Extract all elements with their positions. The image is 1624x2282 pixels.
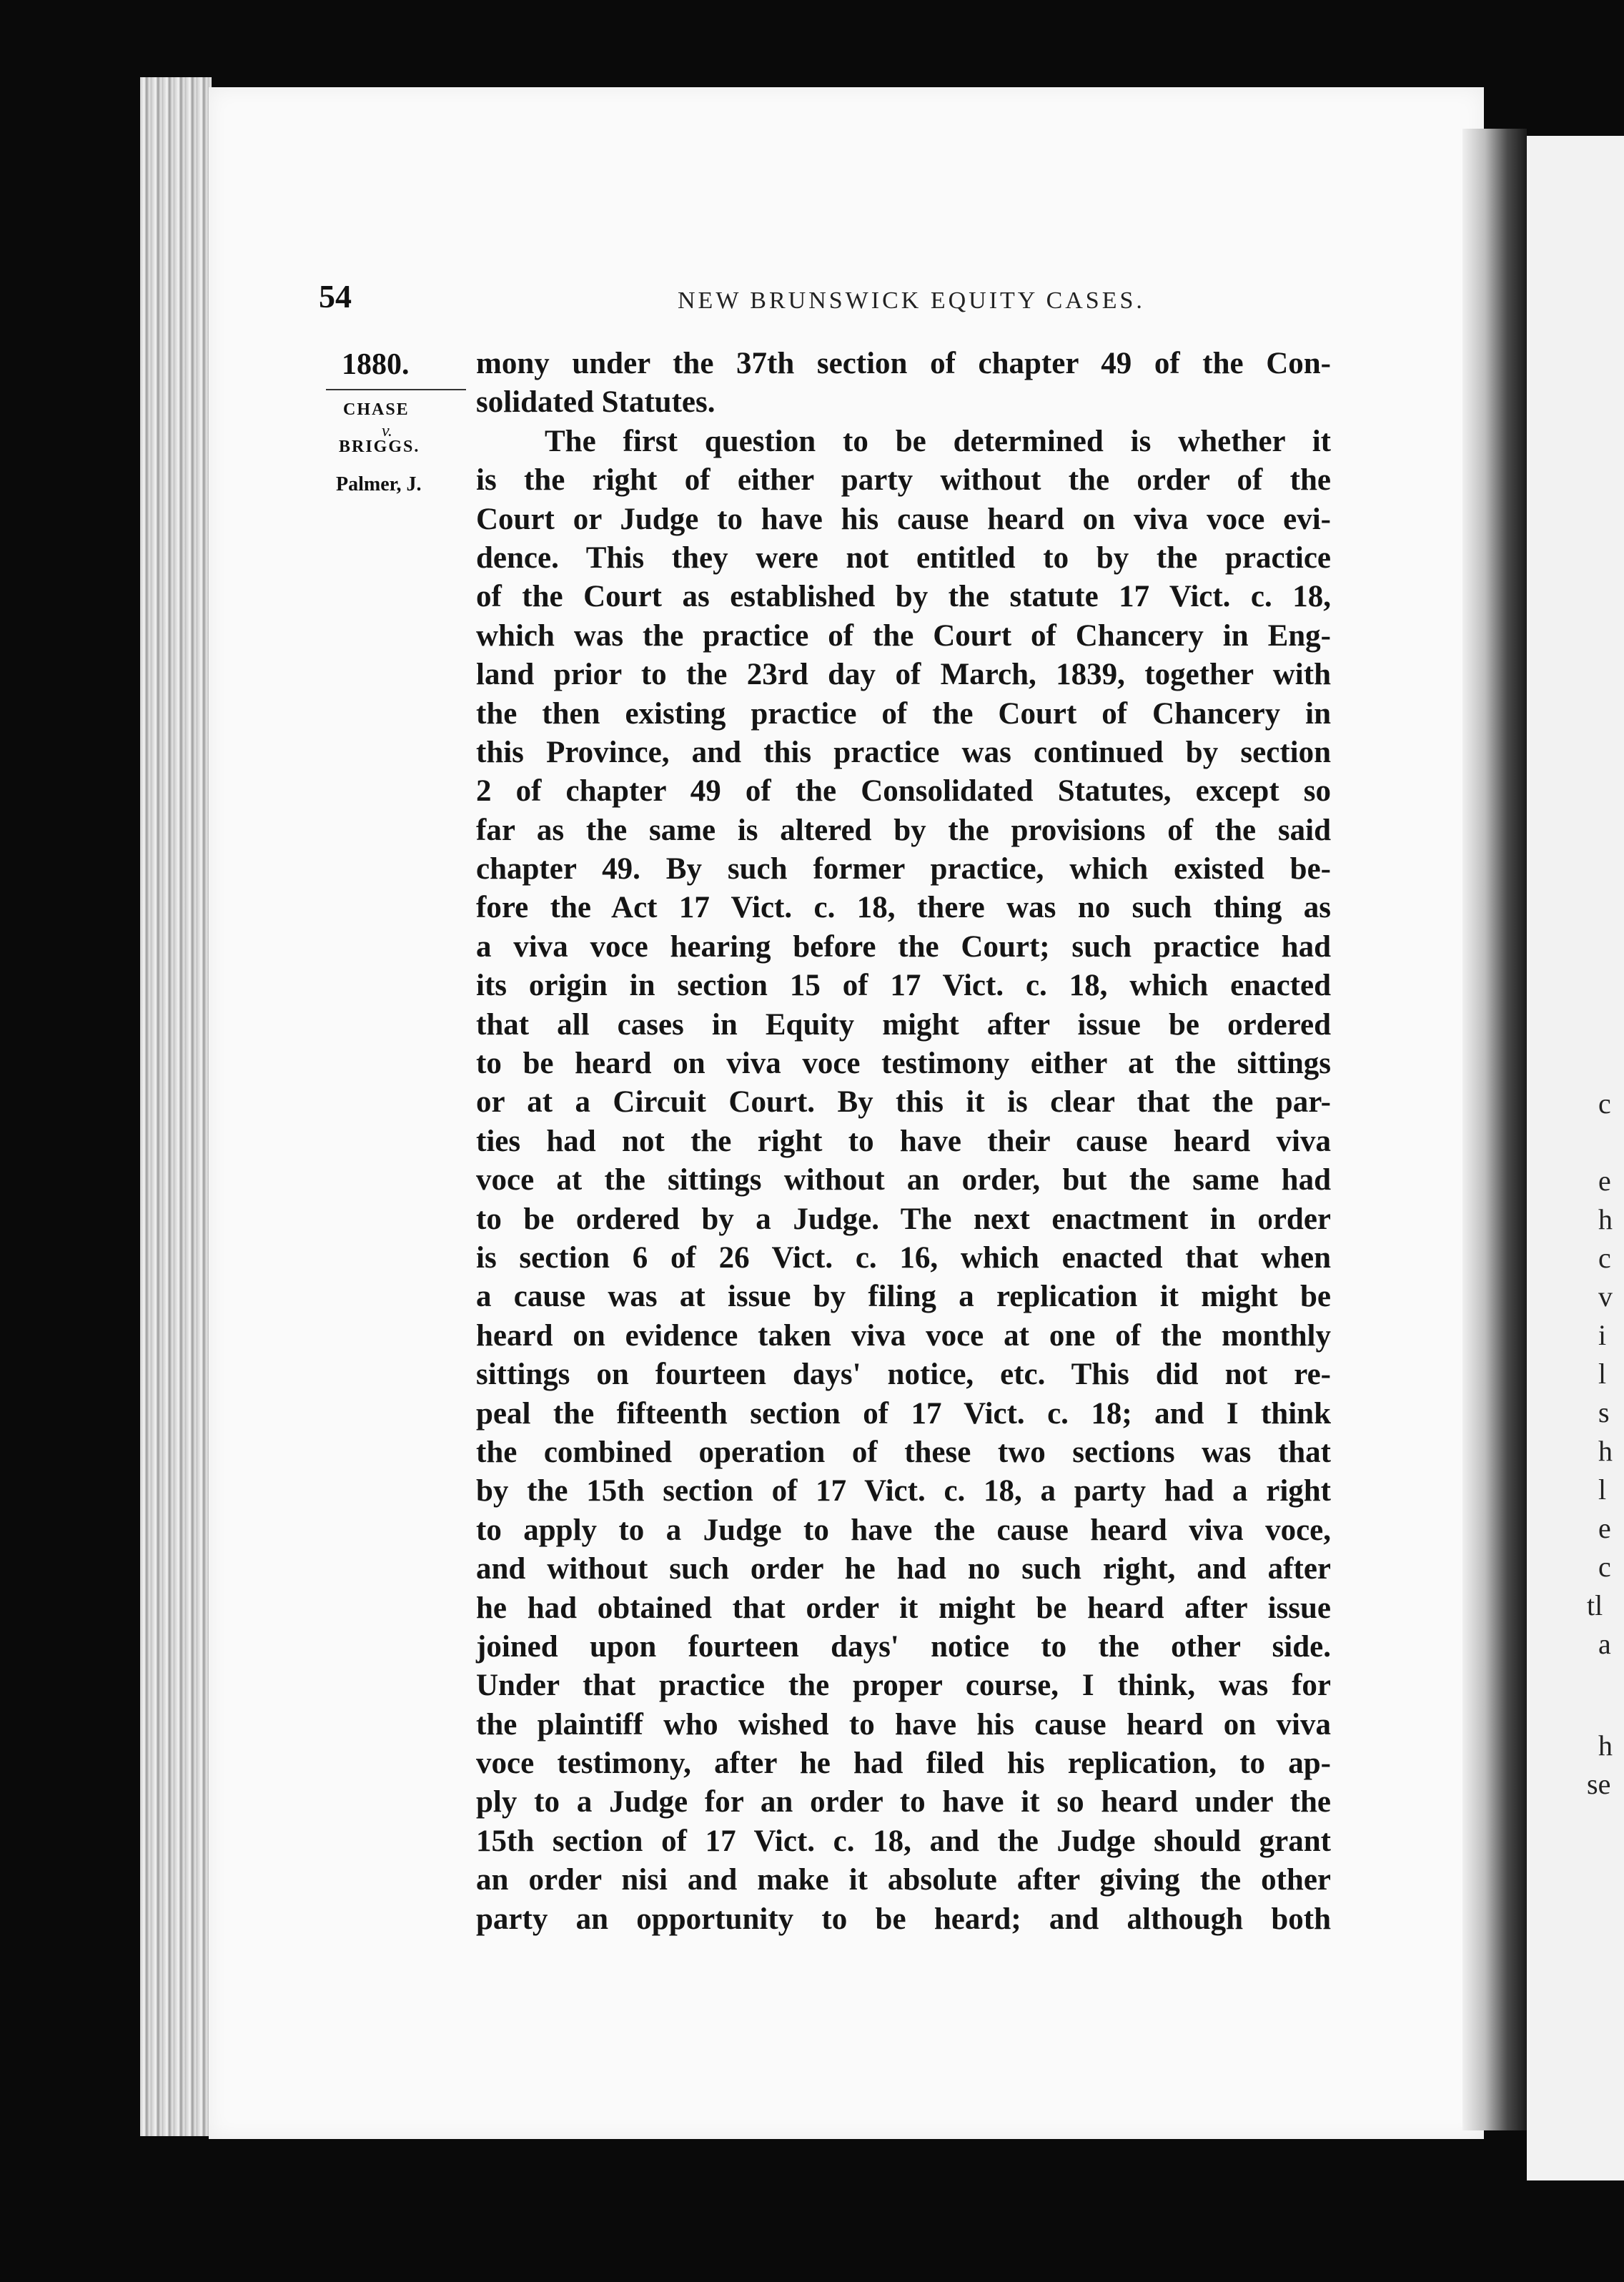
body-line: sittings on fourteen days' notice, etc. This did not re- [476, 1358, 1331, 1392]
body-line: peal the fifteenth section of 17 Vict. c. 18; and I think [476, 1396, 1331, 1431]
body-line: he had obtained that order it might be heard after issue [476, 1591, 1331, 1625]
side-note-versus: v. [382, 422, 392, 440]
body-line: the combined operation of these two sections was that [476, 1435, 1331, 1469]
next-page-fragment: v [1598, 1280, 1613, 1313]
body-line: this Province, and this practice was continued by section [476, 735, 1331, 769]
body-line: is section 6 of 26 Vict. c. 16, which enacted that when [476, 1240, 1331, 1275]
body-line: 15th section of 17 Vict. c. 18, and the Judge should grant [476, 1824, 1331, 1858]
body-line: a viva voce hearing before the Court; such practice had [476, 929, 1331, 964]
body-line: or at a Circuit Court. By this it is clear that the par- [476, 1085, 1331, 1120]
body-line: ply to a Judge for an order to have it so heard under the [476, 1785, 1331, 1819]
next-page-fragment: i [1598, 1319, 1607, 1351]
next-page-fragment: c [1598, 1242, 1611, 1274]
body-line: land prior to the 23rd day of March, 1839, together with [476, 658, 1331, 692]
body-text [476, 345, 1331, 1939]
next-page-fragment: a [1598, 1628, 1611, 1660]
body-line: by the 15th section of 17 Vict. c. 18, a party had a right [476, 1474, 1331, 1508]
body-line: voce testimony, after he had filed his replication, to ap- [476, 1747, 1331, 1781]
book-gutter [1462, 129, 1527, 2130]
side-note-year: 1880. [342, 348, 410, 381]
body-line: to be ordered by a Judge. The next enactment in order [476, 1202, 1331, 1236]
body-line: to be heard on viva voce testimony either at the sittings [476, 1047, 1331, 1081]
body-line: dence. This they were not entitled to by the practice [476, 540, 1331, 575]
side-note-judge: Palmer, J. [336, 473, 422, 495]
next-page-fragment: e [1598, 1165, 1611, 1197]
page-edges [140, 77, 212, 2136]
next-page-fragment: e [1598, 1512, 1611, 1544]
next-page-fragment: l [1598, 1473, 1607, 1506]
body-line: ties had not the right to have their cause heard viva [476, 1124, 1331, 1158]
body-line: chapter 49. By such former practice, which existed be- [476, 852, 1331, 886]
body-line: Under that practice the proper course, I think, was for [476, 1669, 1331, 1703]
page-number: 54 [319, 278, 352, 315]
body-line: and without such order he had no such right, and after [476, 1552, 1331, 1586]
next-page [1527, 136, 1624, 2180]
body-line: the plaintiff who wished to have his cause heard on viva [476, 1707, 1331, 1742]
body-line: a cause was at issue by filing a replication it might be [476, 1280, 1331, 1314]
running-title: NEW BRUNSWICK EQUITY CASES. [678, 287, 1145, 314]
body-line: fore the Act 17 Vict. c. 18, there was no such thing as [476, 891, 1331, 925]
body-line: far as the same is altered by the provisions of the said [476, 813, 1331, 847]
body-line: which was the practice of the Court of Chancery in Eng- [476, 618, 1331, 653]
next-page-fragment: h [1598, 1435, 1613, 1467]
next-page-fragment: tl [1587, 1589, 1603, 1621]
next-page-fragment: h [1598, 1729, 1613, 1762]
body-line: its origin in section 15 of 17 Vict. c. 18, which enacted [476, 969, 1331, 1003]
body-line: is the right of either party without the order of the [476, 463, 1331, 498]
body-line: voce at the sittings without an order, but the same had [476, 1163, 1331, 1197]
body-line: 2 of chapter 49 of the Consolidated Statutes, except so [476, 774, 1331, 809]
body-line: of the Court as established by the statute 17 Vict. c. 18, [476, 580, 1331, 614]
body-line: mony under the 37th section of chapter 49 of the Con- [476, 347, 1331, 380]
side-note-party-a: CHASE [343, 400, 410, 419]
body-line: heard on evidence taken viva voce at one of the monthly [476, 1318, 1331, 1353]
next-page-fragment: s [1598, 1396, 1610, 1428]
next-page-fragment: se [1587, 1768, 1611, 1800]
next-page-fragment: l [1598, 1358, 1607, 1390]
body-line: party an opportunity to be heard; and although both [476, 1902, 1331, 1936]
body-line: an order nisi and make it absolute after giving the other [476, 1863, 1331, 1897]
body-line: The first question to be determined is whether it [545, 424, 1331, 458]
side-note-party-b: BRIGGS. [339, 438, 420, 456]
body-line: to apply to a Judge to have the cause heard viva voce, [476, 1513, 1331, 1547]
body-line: the then existing practice of the Court of Chancery in [476, 696, 1331, 731]
body-line: solidated Statutes. [476, 385, 716, 420]
body-line: that all cases in Equity might after issue be ordered [476, 1007, 1331, 1042]
body-line: Court or Judge to have his cause heard on viva voce evi- [476, 502, 1331, 536]
body-line: joined upon fourteen days' notice to the other side. [476, 1629, 1331, 1664]
next-page-fragment: h [1598, 1203, 1613, 1235]
side-note-rule [326, 389, 466, 390]
next-page-fragment: c [1598, 1087, 1611, 1120]
next-page-fragment: c [1598, 1551, 1611, 1583]
